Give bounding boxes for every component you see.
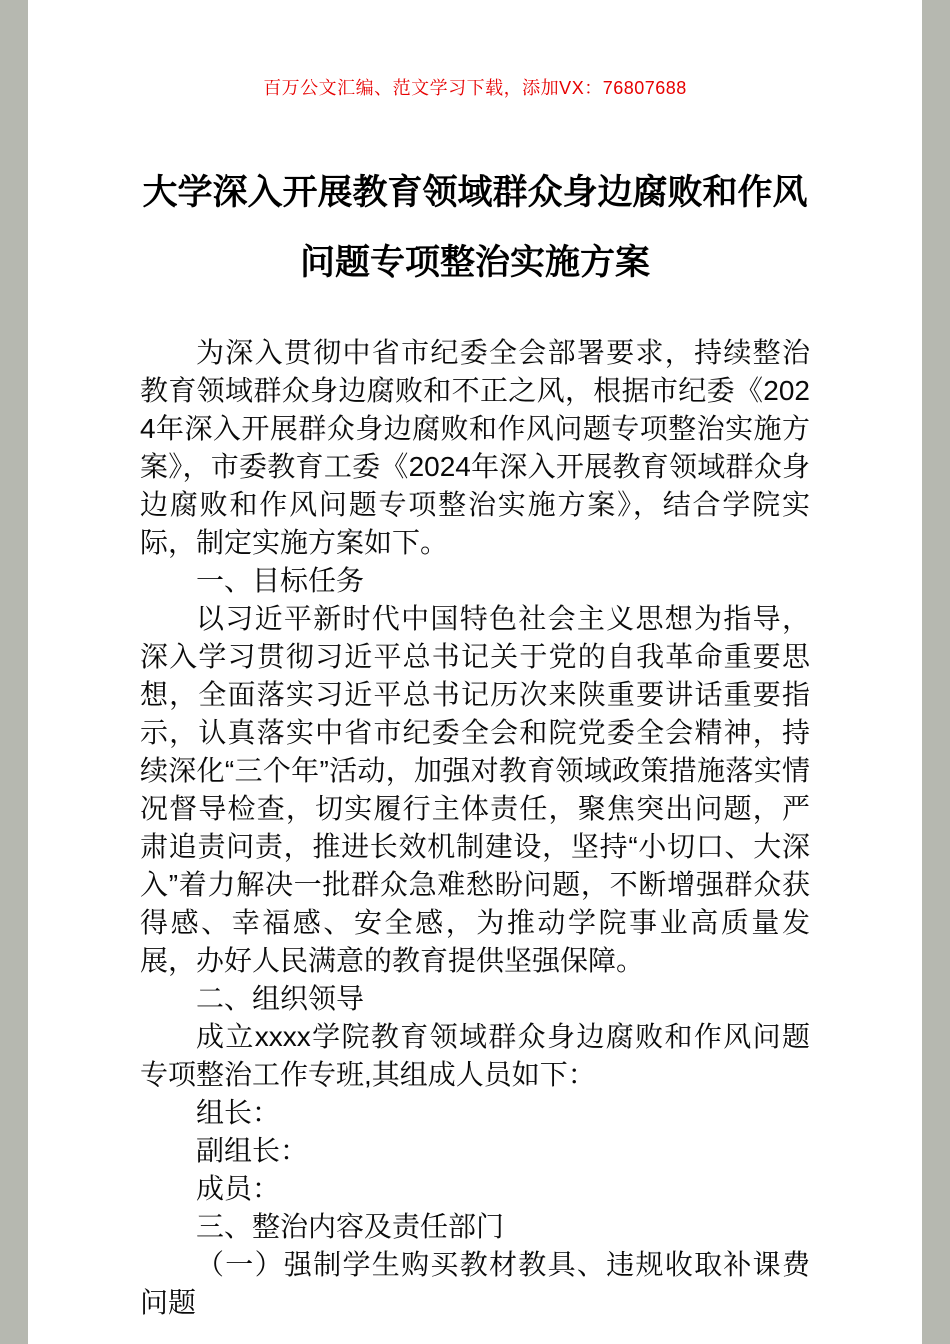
section-heading-3: 三、整治内容及责任部门: [196, 1211, 505, 1242]
body-paragraph-taskforce: 成立xxxx学院教育领域群众身边腐败和作风问题专项整治工作专班,其组成人员如下：: [140, 1021, 810, 1090]
subsection-heading-1: （一）强制学生购买教材教具、违规收取补课费问题: [140, 1249, 810, 1318]
document-body: [140, 334, 810, 1322]
list-item-leader: 组长：: [196, 1097, 281, 1128]
document-page: [28, 0, 922, 1344]
list-item-deputy-leader: 副组长：: [196, 1135, 309, 1166]
section-heading-2: 二、组织领导: [196, 983, 365, 1014]
body-paragraph-goals: 以习近平新时代中国特色社会主义思想为指导，深入学习贯彻习近平总书记关于党的自我革命重要思想，全面落实习近平总书记历次来陕重要讲话重要指示，认真落实中省市纪委全会和院党委全会精神，持续深化“三个年”活动，加强对教育领域政策措施落实情况督导检查，切实履行主体责任，聚焦突出问题，严肃追责问责，推进长效机制建设，坚持“小切口、大深入”着力解决一批群众急难愁盼问题，不断增强群众获得感、幸福感、安全感，为推动学院事业高质量发展，办好人民满意的教育提供坚强保障。: [140, 603, 810, 976]
document-title: 大学深入开展教育领域群众身边腐败和作风问题专项整治实施方案: [142, 173, 808, 282]
body-paragraph-intro: 为深入贯彻中省市纪委全会部署要求，持续整治教育领域群众身边腐败和不正之风，根据市纪委《2024年深入开展群众身边腐败和作风问题专项整治实施方案》，市委教育工委《2024年深入开展教育领域群众身边腐败和作风问题专项整治实施方案》，结合学院实际，制定实施方案如下。: [140, 337, 810, 558]
section-heading-1: 一、目标任务: [196, 565, 365, 596]
promo-header-text: 百万公文汇编、范文学习下载，添加VX：76807688: [263, 78, 687, 98]
list-item-members: 成员：: [196, 1173, 281, 1204]
